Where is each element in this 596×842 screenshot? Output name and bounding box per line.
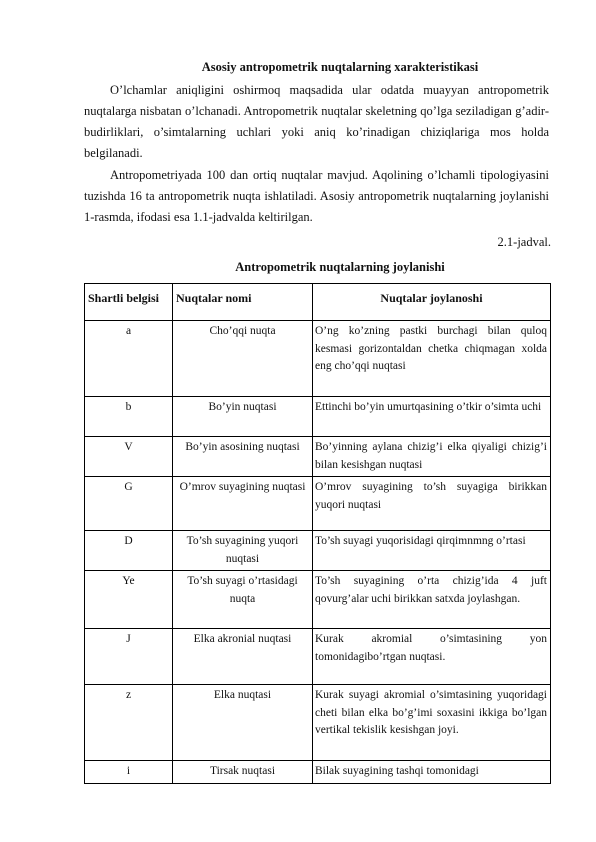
row-name: Elka akronial nuqtasi xyxy=(173,629,313,685)
row-symbol: i xyxy=(85,761,173,784)
table-header-row xyxy=(85,284,551,321)
table-row xyxy=(85,761,551,784)
row-name: Bo’yin asosining nuqtasi xyxy=(173,437,313,477)
row-name: Cho’qqi nuqta xyxy=(173,321,313,397)
table-row xyxy=(85,571,551,629)
row-location: Kurak suyagi akromial o’simtasining yuqoridagi cheti bilan elka bo’g’imi soxasini ikkiga bo’lgan vertikal tekislik kesishgan joyi. xyxy=(313,685,551,761)
table-row xyxy=(85,397,551,437)
paragraph-2: Antropometriyada 100 dan ortiq nuqtalar mavjud. Aqolining o’lchamli tipologiyasini tuzishda 16 ta antropometrik nuqta ishlatiladi. Asosiy antropometrik nuqtalarning joylanishi 1-rasmda, ifodasi esa 1.1-jadvalda keltirilgan. xyxy=(84,168,549,224)
table-row xyxy=(85,437,551,477)
row-symbol: z xyxy=(85,685,173,761)
row-name: O’mrov suyagining nuqtasi xyxy=(173,477,313,531)
table-row xyxy=(85,531,551,571)
row-symbol: V xyxy=(85,437,173,477)
row-location: Ettinchi bo’yin umurtqasining o’tkir o’simta uchi xyxy=(313,397,551,437)
header-symbol: Shartli belgisi xyxy=(85,284,173,321)
row-name: Bo’yin nuqtasi xyxy=(173,397,313,437)
row-symbol: a xyxy=(85,321,173,397)
table-row xyxy=(85,477,551,531)
row-symbol: b xyxy=(85,397,173,437)
row-location: O’ng ko’zning pastki burchagi bilan quloq kesmasi gorizontaldan chetka chiqmagan xolda eng cho’qqi nuqtasi xyxy=(313,321,551,397)
table-row xyxy=(85,685,551,761)
row-symbol: Ye xyxy=(85,571,173,629)
row-location: O’mrov suyagining to’sh suyagiga birikkan yuqori nuqtasi xyxy=(313,477,551,531)
row-name: Tirsak nuqtasi xyxy=(173,761,313,784)
anthropometric-points-table xyxy=(84,283,551,784)
header-name: Nuqtalar nomi xyxy=(173,284,313,321)
row-location: To’sh suyagi yuqorisidagi qirqimnmng o’rtasi xyxy=(313,531,551,571)
row-location: Kurak akromial o’simtasining yon tomonidagibo’rtgan nuqtasi. xyxy=(313,629,551,685)
row-symbol: G xyxy=(85,477,173,531)
row-name: To’sh suyagining yuqori nuqtasi xyxy=(173,531,313,571)
paragraph-1: O’lchamlar aniqligini oshirmoq maqsadida ular odatda muayyan antropometrik nuqtalarga nisbatan o’lchanadi. Antropometrik nuqtalar skeletning qo’lga seziladigan g’adir-budirliklari, o’simtalarning uchlari yoki aniq ko’rinadigan chiziqlariga mos holda belgilanadi. xyxy=(84,83,549,160)
table-row xyxy=(85,629,551,685)
row-symbol: D xyxy=(85,531,173,571)
row-name: To’sh suyagi o’rtasidagi nuqta xyxy=(173,571,313,629)
table-row xyxy=(85,321,551,397)
row-location: Bo’yinning aylana chizig’i elka qiyaligi chizig’i bilan kesishgan nuqtasi xyxy=(313,437,551,477)
row-name: Elka nuqtasi xyxy=(173,685,313,761)
table-title: Antropometrik nuqtalarning joylanishi xyxy=(235,260,445,274)
row-location: Bilak suyagining tashqi tomonidagi xyxy=(313,761,551,784)
row-symbol: J xyxy=(85,629,173,685)
header-location: Nuqtalar joylanoshi xyxy=(313,284,551,321)
table-number: 2.1-jadval. xyxy=(497,235,551,249)
document-title: Asosiy antropometrik nuqtalarning xarakteristikasi xyxy=(201,60,479,74)
row-location: To’sh suyagining o’rta chizig’ida 4 juft qovurg’alar uchi birikkan satxda joylashgan. xyxy=(313,571,551,629)
